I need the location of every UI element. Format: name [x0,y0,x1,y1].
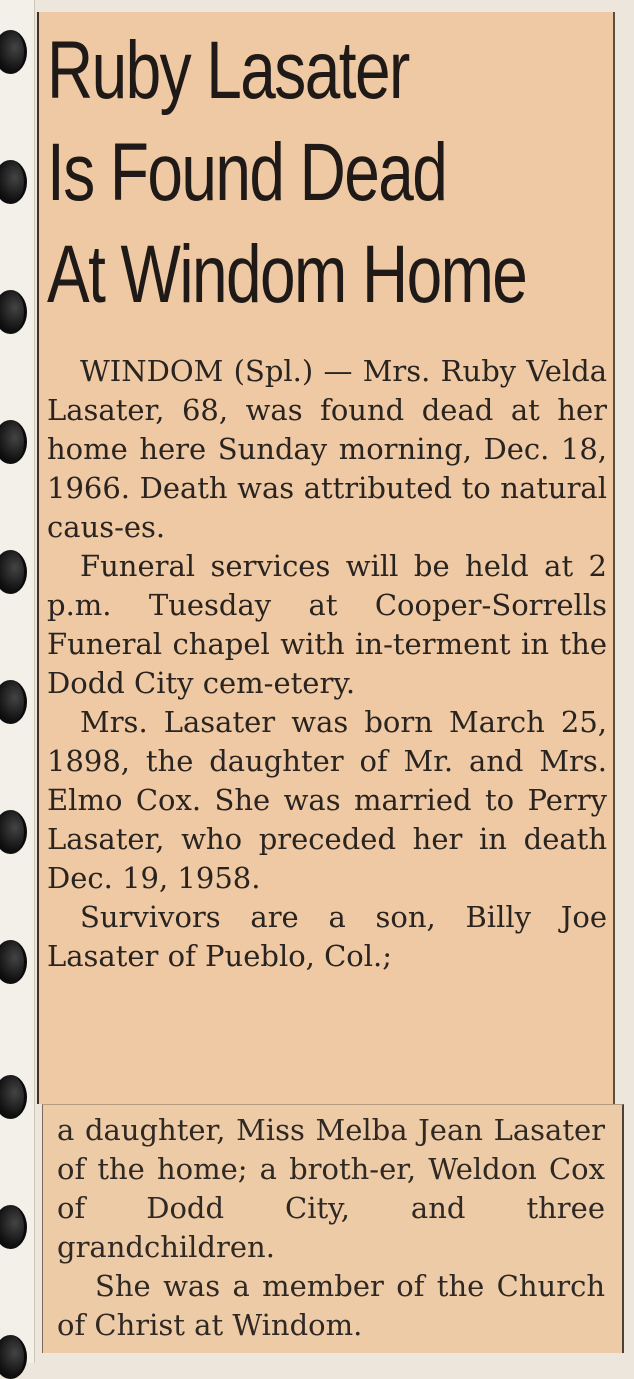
spiral-ring [0,1075,27,1119]
notebook-spiral-binding [0,0,35,1363]
continuation-body [57,1111,605,1345]
spiral-ring [0,30,27,74]
spiral-ring [0,1335,27,1379]
spiral-ring [0,420,27,464]
headline-line-3: At Windom Home [47,229,527,320]
article-paragraph: WINDOM (Spl.) — Mrs. Ruby Velda Lasater, 68, was found dead at her home here Sunday morning, Dec. 18, 1966. Death was attributed to natural caus-es. [47,354,607,544]
spiral-ring [0,810,27,854]
article-paragraph: Survivors are a son, Billy Joe Lasater of Pueblo, Col.; [47,900,607,973]
headline-line-1: Ruby Lasater [47,25,409,116]
headline [47,20,527,326]
spiral-ring [0,290,27,334]
newspaper-clipping-continuation [42,1104,624,1353]
spiral-ring [0,1205,27,1249]
spiral-ring [0,680,27,724]
article-body [47,352,607,976]
spiral-ring [0,550,27,594]
continuation-paragraph: She was a member of the Church of Christ at Windom. [57,1269,605,1342]
spiral-ring [0,160,27,204]
headline-line-2: Is Found Dead [47,127,447,218]
article-paragraph: Mrs. Lasater was born March 25, 1898, the daughter of Mr. and Mrs. Elmo Cox. She was married to Perry Lasater, who preceded her in death Dec. 19, 1958. [47,705,607,895]
article-paragraph: Funeral services will be held at 2 p.m. Tuesday at Cooper-Sorrells Funeral chapel with in-terment in the Dodd City cem-etery. [47,549,607,700]
newspaper-clipping-main [37,12,615,1104]
spiral-ring [0,940,27,984]
continuation-paragraph: a daughter, Miss Melba Jean Lasater of the home; a broth-er, Weldon Cox of Dodd City, and three grandchildren. [57,1113,605,1264]
